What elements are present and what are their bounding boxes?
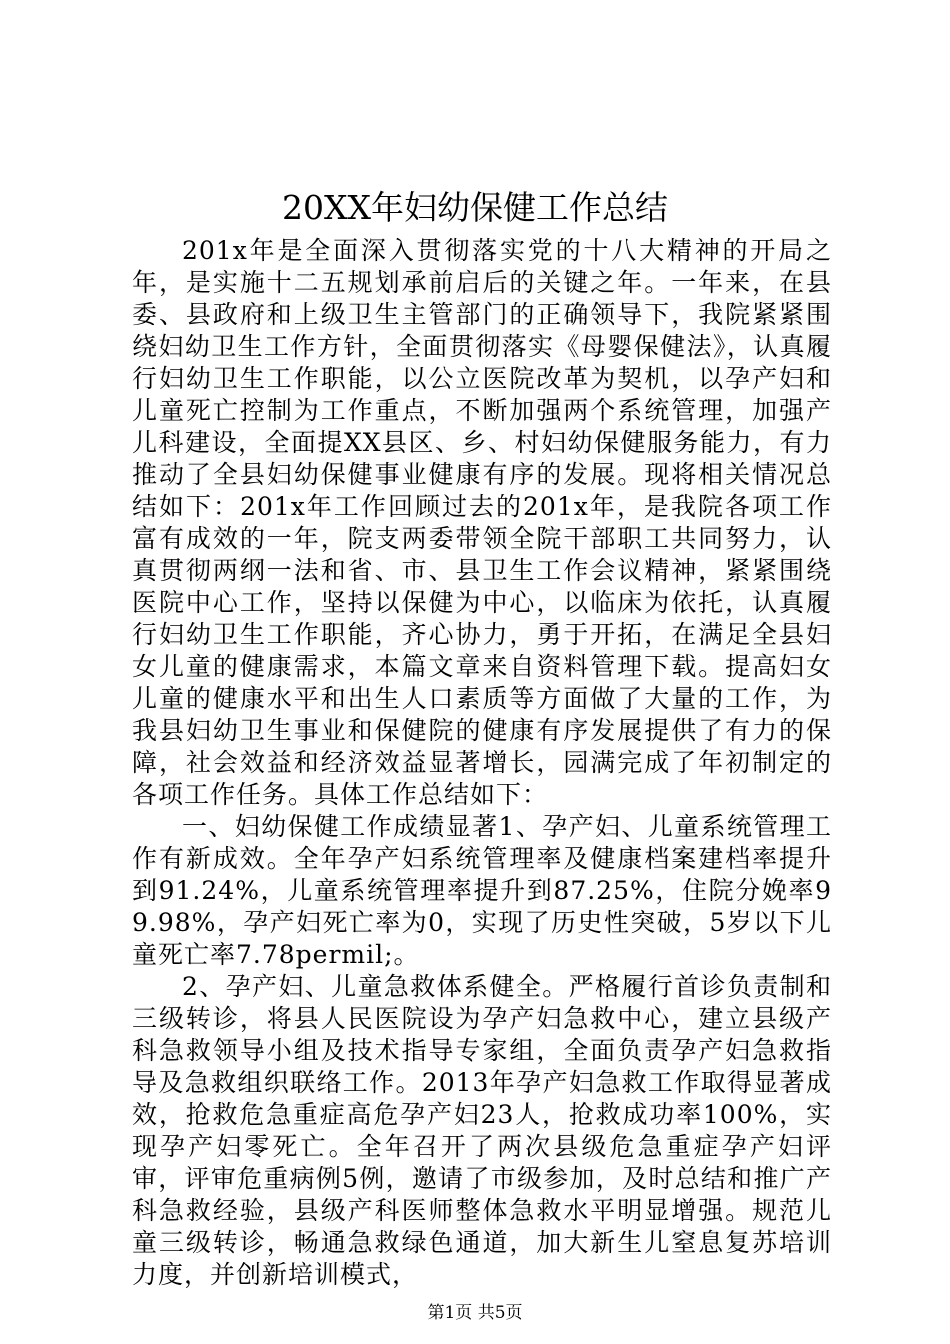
paragraph-section-two: 2、孕产妇、儿童急救体系健全。严格履行首诊负责制和三级转诊，将县人民医院设为孕产妇急救中心，建立县级产科急救领导小组及技术指导专家组，全面负责孕产妇急救指导及急救组织联络工作。2013年孕产妇急救工作取得显著成效，抢救危急重症高危孕产妇23人，抢救成功率100%，实现孕产妇零死亡。全年召开了两次县级危急重症孕产妇评审，评审危重病例5例，邀请了市级参加，及时总结和推广产科急救经验，县级产科医师整体急救水平明显增强。规范儿童三级转诊，畅通急救绿色通道，加大新生儿窒息复苏培训力度，并创新培训模式， [132,972,832,1289]
paragraph-section-one: 一、妇幼保健工作成绩显著1、孕产妇、儿童系统管理工作有新成效。全年孕产妇系统管理率及健康档案建档率提升到91.24%，儿童系统管理率提升到87.25%，住院分娩率99.98%，孕产妇死亡率为0，实现了历史性突破，5岁以下儿童死亡率7.78permil;。 [132,812,832,969]
paragraph-intro: 201x年是全面深入贯彻落实党的十八大精神的开局之年，是实施十二五规划承前启后的关键之年。一年来，在县委、县政府和上级卫生主管部门的正确领导下，我院紧紧围绕妇幼卫生工作方针，全面贯彻落实《母婴保健法》，认真履行妇幼卫生工作职能，以公立医院改革为契机，以孕产妇和儿童死亡控制为工作重点，不断加强两个系统管理，加强产儿科建设，全面提XX县区、乡、村妇幼保健服务能力，有力推动了全县妇幼保健事业健康有序的发展。现将相关情况总结如下：201x年工作回顾过去的201x年，是我院各项工作富有成效的一年，院支两委带领全院干部职工共同努力，认真贯彻两纲一法和省、市、县卫生工作会议精神，紧紧围绕医院中心工作，坚持以保健为中心，以临床为依托，认真履行妇幼卫生工作职能，齐心协力，勇于开拓，在满足全县妇女儿童的健康需求，本篇文章来自资料管理下载。提高妇女儿童的健康水平和出生人口素质等方面做了大量的工作，为我县妇幼卫生事业和保健院的健康有序发展提供了有力的保障，社会效益和经济效益显著增长，园满完成了年初制定的各项工作任务。具体工作总结如下： [132,236,832,809]
page-footer: 第1页 共5页 [427,1303,523,1323]
document-title: 20XX年妇幼保健工作总结 [282,188,668,227]
document-body [132,235,832,1291]
